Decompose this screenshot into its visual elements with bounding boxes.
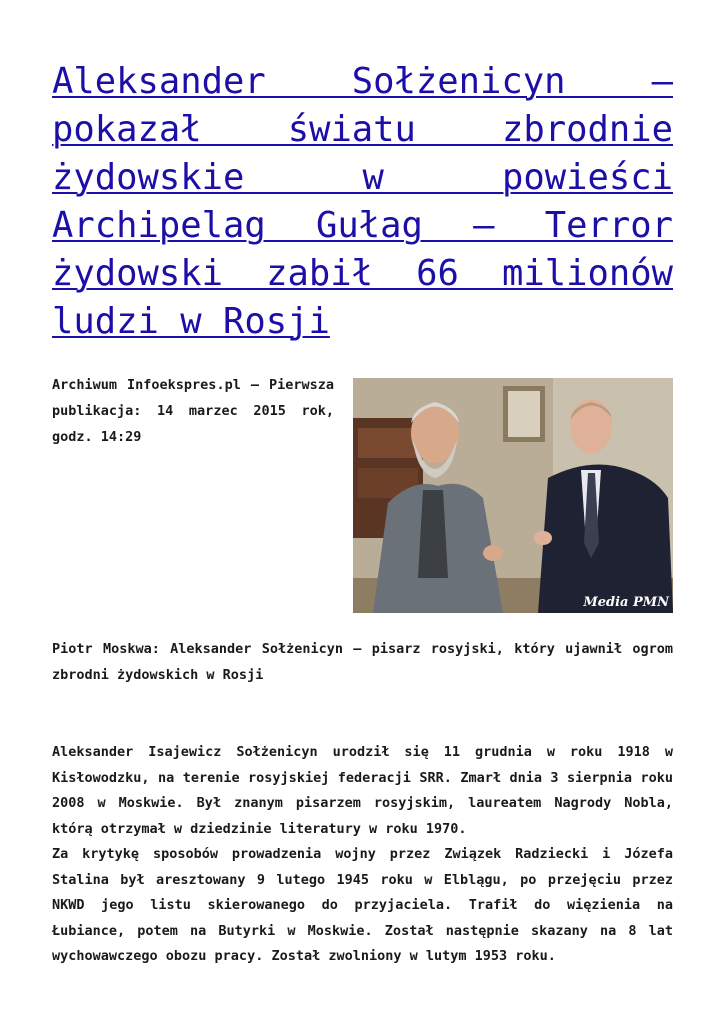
article-body xyxy=(52,740,673,970)
article-title xyxy=(52,58,673,346)
photo-caption: Piotr Moskwa: Aleksander Sołżenicyn – pisarz rosyjski, który ujawnił ogrom zbrodni żydowskich w Rosji xyxy=(52,641,673,683)
photo-illustration xyxy=(353,378,673,613)
article-title-link[interactable]: Aleksander Sołżenicyn – pokazał światu zbrodnie żydowskie w powieści Archipelag Gułag – Terror żydowski zabił 66 milionów ludzi w Rosji xyxy=(52,61,673,342)
article-photo xyxy=(353,378,673,613)
paragraph: Aleksander Isajewicz Sołżenicyn urodził się 11 grudnia w roku 1918 w Kisłowodzku, na terenie rosyjskiej federacji SRR. Zmarł dnia 3 sierpnia roku 2008 w Moskwie. Był znanym pisarzem rosyjskim, laureatem Nagrody Nobla, którą otrzymał w dziedzinie literatury w roku 1970. xyxy=(52,744,673,837)
photo-watermark: Media PMN xyxy=(583,595,669,610)
paragraph: Za krytykę sposobów prowadzenia wojny przez Związek Radziecki i Józefa Stalina był aresztowany 9 lutego 1945 roku w Elblągu, po przejęciu przez NKWD jego listu skierowanego do przyjaciela. Trafił do więzienia na Łubiance, potem na Butyrki w Moskwie. Został następnie skazany na 8 lat wychowawczego obozu pracy. Został zwolniony w lutym 1953 roku. xyxy=(52,846,673,964)
publication-meta: Archiwum Infoekspres.pl – Pierwsza publikacja: 14 marzec 2015 rok, godz. 14:29 xyxy=(52,377,334,445)
